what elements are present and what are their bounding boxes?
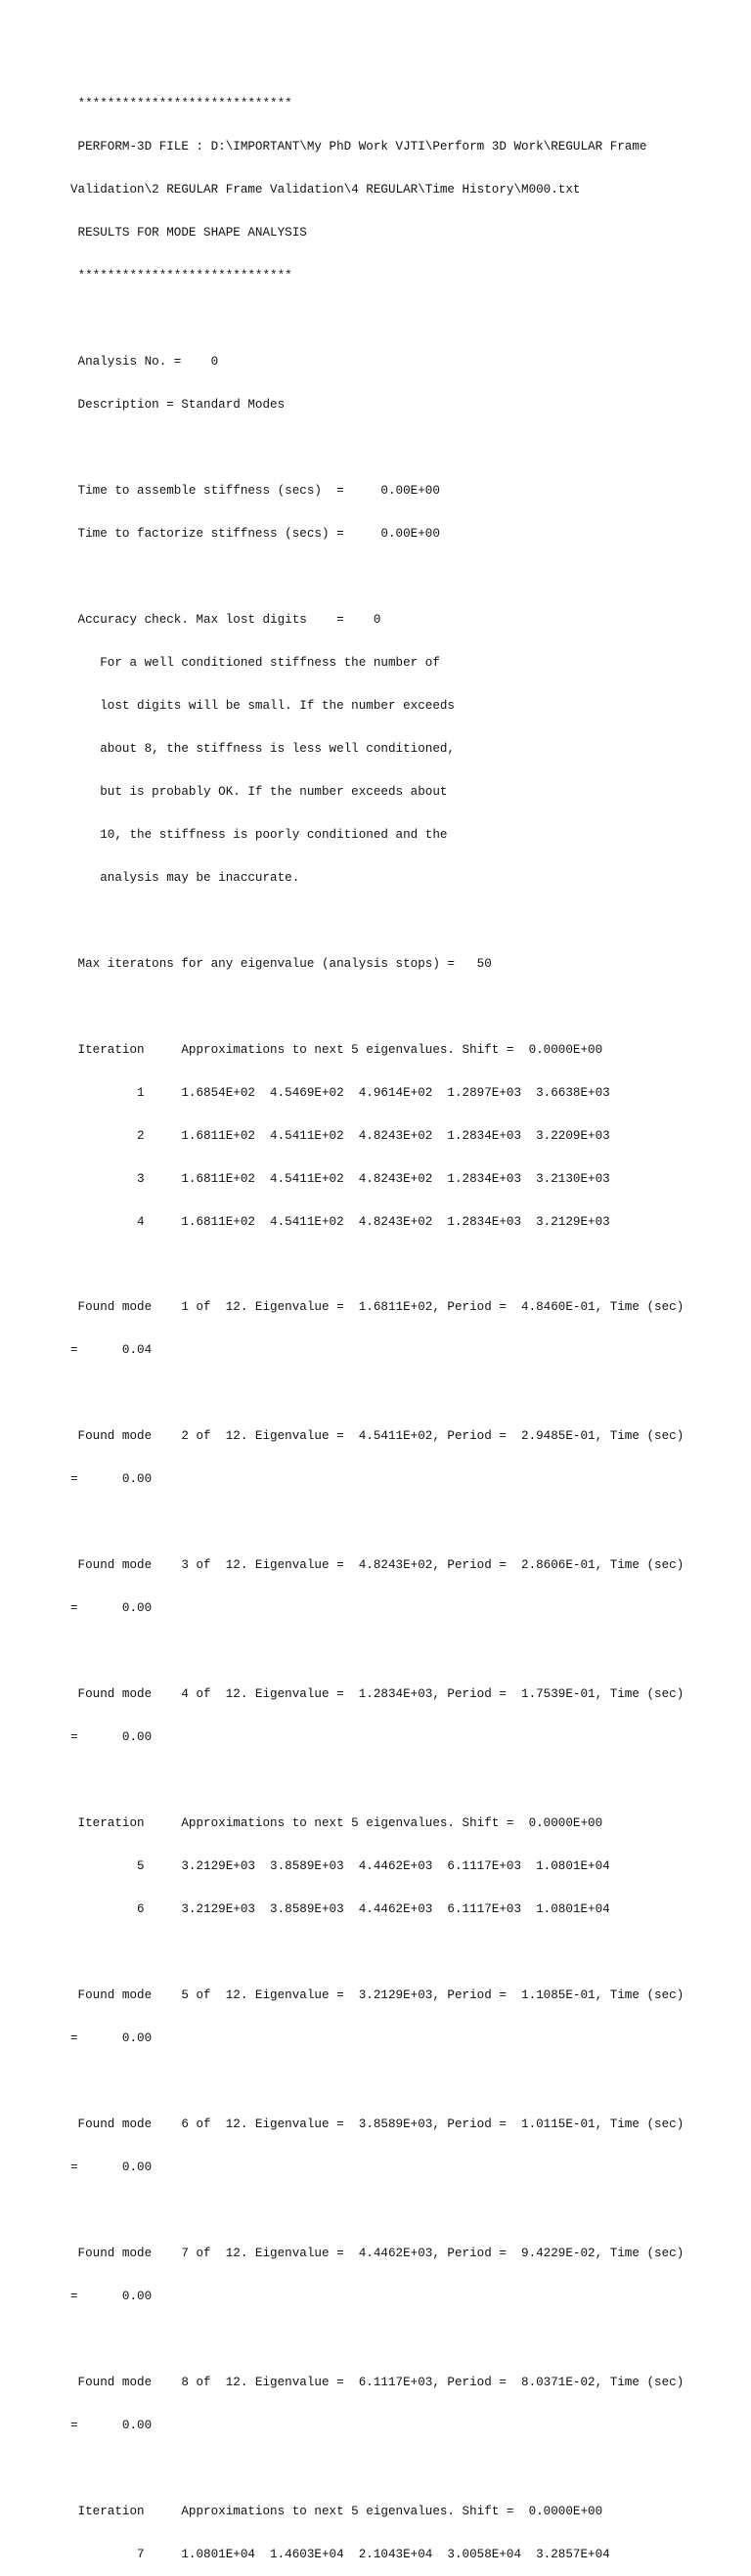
- asterisk-rule: *****************************: [70, 97, 292, 111]
- blank-line: [70, 2204, 745, 2218]
- blank-line: [70, 2462, 745, 2476]
- found-mode-time: = 0.00: [70, 2160, 153, 2174]
- blank-line: [70, 570, 745, 585]
- blank-line: [70, 1773, 745, 1788]
- description-line: Description = Standard Modes: [70, 398, 286, 413]
- asterisk-rule: *****************************: [70, 269, 292, 284]
- found-mode-line: Found mode 1 of 12. Eigenvalue = 1.6811E+02, Period = 4.8460E-01, Time (sec): [70, 1300, 685, 1315]
- found-mode-line: Found mode 4 of 12. Eigenvalue = 1.2834E+03, Period = 1.7539E-01, Time (sec): [70, 1687, 685, 1702]
- blank-line: [70, 2333, 745, 2347]
- blank-line: [70, 441, 745, 456]
- accuracy-note: but is probably OK. If the number exceeds about: [70, 784, 448, 799]
- blank-line: [70, 1644, 745, 1659]
- blank-line: [70, 1945, 745, 1960]
- found-mode-time: = 0.04: [70, 1343, 153, 1358]
- iteration-header: Iteration Approximations to next 5 eigenvalues. Shift = 0.0000E+00: [70, 2504, 603, 2518]
- iteration-row: 3 1.6811E+02 4.5411E+02 4.8243E+02 1.2834E+03 3.2130E+03: [70, 1171, 610, 1186]
- blank-line: [70, 914, 745, 929]
- blank-line: [70, 1386, 745, 1401]
- found-mode-line: Found mode 7 of 12. Eigenvalue = 4.4462E+03, Period = 9.4229E-02, Time (sec): [70, 2246, 685, 2260]
- analysis-number: Analysis No. = 0: [70, 355, 219, 370]
- found-mode-line: Found mode 6 of 12. Eigenvalue = 3.8589E+03, Period = 1.0115E-01, Time (sec): [70, 2117, 685, 2131]
- iteration-header: Iteration Approximations to next 5 eigenvalues. Shift = 0.0000E+00: [70, 1042, 603, 1057]
- blank-line: [70, 1515, 745, 1530]
- accuracy-note: lost digits will be small. If the number exceeds: [70, 698, 455, 713]
- found-mode-line: Found mode 2 of 12. Eigenvalue = 4.5411E+02, Period = 2.9485E-01, Time (sec): [70, 1429, 685, 1444]
- accuracy-note: analysis may be inaccurate.: [70, 870, 300, 885]
- found-mode-time: = 0.00: [70, 2030, 153, 2045]
- blank-line: [70, 1257, 745, 1272]
- iteration-row: 5 3.2129E+03 3.8589E+03 4.4462E+03 6.1117E+03 1.0801E+04: [70, 1859, 610, 1874]
- file-path-line: PERFORM-3D FILE : D:\IMPORTANT\My PhD Work VJTI\Perform 3D Work\REGULAR Frame: [70, 140, 647, 154]
- document-text: [70, 68, 745, 2576]
- assemble-time: Time to assemble stiffness (secs) = 0.00E+00: [70, 484, 440, 499]
- factorize-time: Time to factorize stiffness (secs) = 0.00E+00: [70, 527, 440, 541]
- found-mode-line: Found mode 5 of 12. Eigenvalue = 3.2129E+03, Period = 1.1085E-01, Time (sec): [70, 1987, 685, 2002]
- found-mode-line: Found mode 8 of 12. Eigenvalue = 6.1117E+03, Period = 8.0371E-02, Time (sec): [70, 2375, 685, 2389]
- max-iterations: Max iteratons for any eigenvalue (analysis stops) = 50: [70, 956, 492, 971]
- iteration-row: 2 1.6811E+02 4.5411E+02 4.8243E+02 1.2834E+03 3.2209E+03: [70, 1128, 610, 1143]
- iteration-row: 7 1.0801E+04 1.4603E+04 2.1043E+04 3.0058E+04 3.2857E+04: [70, 2547, 610, 2561]
- blank-line: [70, 312, 745, 327]
- iteration-row: 6 3.2129E+03 3.8589E+03 4.4462E+03 6.1117E+03 1.0801E+04: [70, 1902, 610, 1916]
- found-mode-time: = 0.00: [70, 1730, 153, 1745]
- blank-line: [70, 1000, 745, 1015]
- iteration-row: 1 1.6854E+02 4.5469E+02 4.9614E+02 1.2897E+03 3.6638E+03: [70, 1085, 610, 1100]
- iteration-row: 4 1.6811E+02 4.5411E+02 4.8243E+02 1.2834E+03 3.2129E+03: [70, 1214, 610, 1229]
- iteration-header: Iteration Approximations to next 5 eigenvalues. Shift = 0.0000E+00: [70, 1816, 603, 1831]
- accuracy-note: For a well conditioned stiffness the number of: [70, 655, 440, 670]
- accuracy-note: about 8, the stiffness is less well conditioned,: [70, 741, 455, 756]
- accuracy-note: 10, the stiffness is poorly conditioned and the: [70, 827, 448, 842]
- file-path-line: Validation\2 REGULAR Frame Validation\4 REGULAR\Time History\M000.txt: [70, 183, 581, 197]
- blank-line: [70, 2074, 745, 2089]
- found-mode-time: = 0.00: [70, 1472, 153, 1487]
- results-heading: RESULTS FOR MODE SHAPE ANALYSIS: [70, 226, 307, 240]
- found-mode-time: = 0.00: [70, 2289, 153, 2303]
- accuracy-check: Accuracy check. Max lost digits = 0: [70, 612, 381, 627]
- found-mode-time: = 0.00: [70, 2418, 153, 2432]
- found-mode-line: Found mode 3 of 12. Eigenvalue = 4.8243E+02, Period = 2.8606E-01, Time (sec): [70, 1558, 685, 1573]
- found-mode-time: = 0.00: [70, 1601, 153, 1616]
